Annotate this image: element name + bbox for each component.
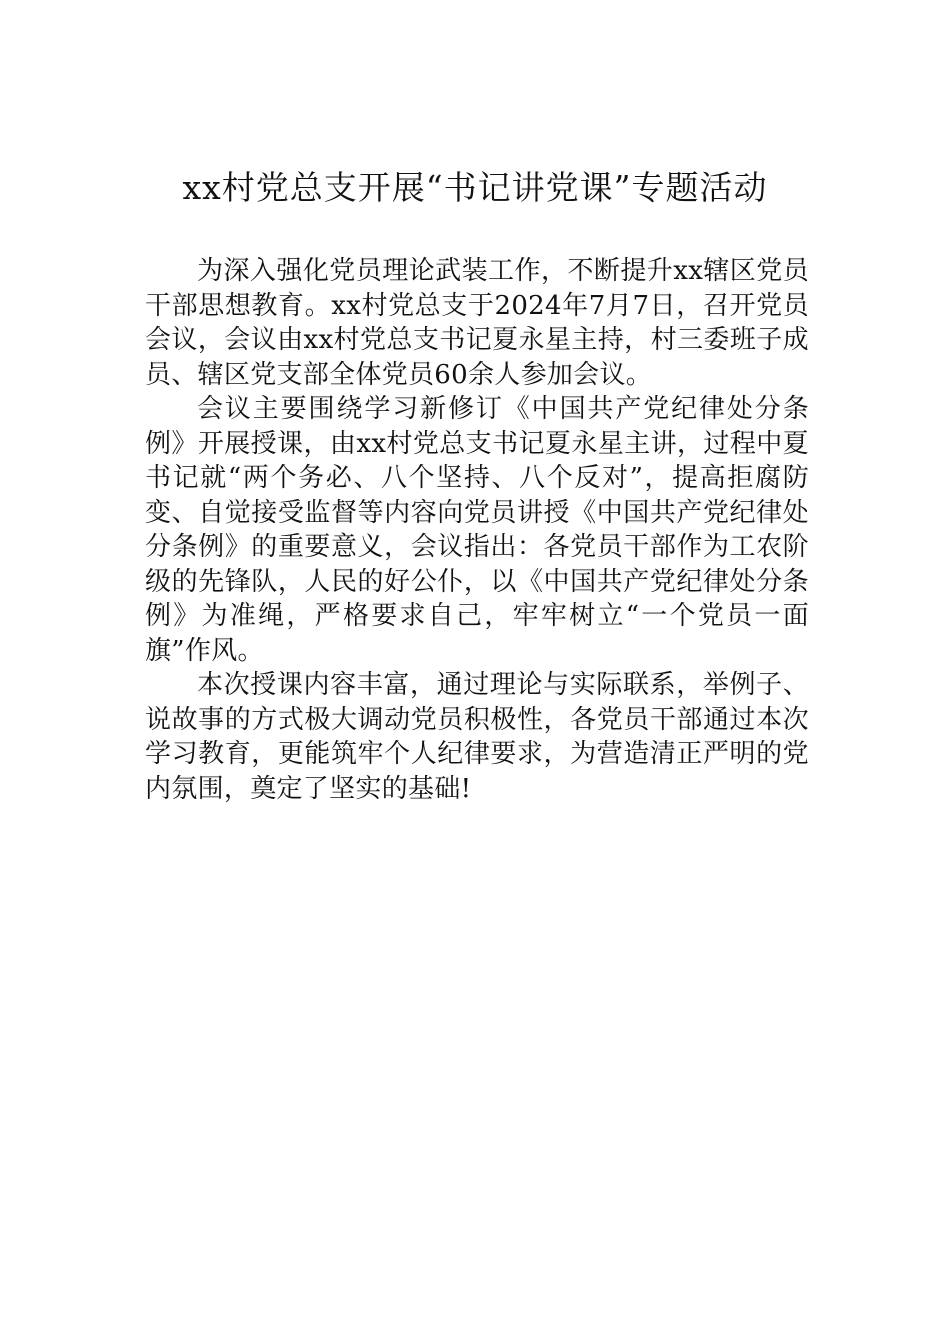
document-title: xx村党总支开展“书记讲党课”专题活动 (182, 168, 768, 207)
document-body (145, 254, 809, 806)
paragraph-meeting-intro: 为深入强化党员理论武装工作，不断提升xx辖区党员干部思想教育。xx村党总支于2024年7月7日，召开党员会议，会议由xx村党总支书记夏永星主持，村三委班子成员、辖区党支部全体党员60余人参加会议。 (145, 256, 809, 390)
paragraph-lecture-content: 会议主要围绕学习新修订《中国共产党纪律处分条例》开展授课，由xx村党总支书记夏永星主讲，过程中夏书记就“两个务必、八个坚持、八个反对”，提高拒腐防变、自觉接受监督等内容向党员讲授《中国共产党纪律处分条例》的重要意义，会议指出：各党员干部作为工农阶级的先锋队，人民的好公仆，以《中国共产党纪律处分条例》为准绳，严格要求自己，牢牢树立“一个党员一面旗”作风。 (145, 394, 809, 666)
paragraph-conclusion: 本次授课内容丰富，通过理论与实际联系，举例子、说故事的方式极大调动党员积极性，各党员干部通过本次学习教育，更能筑牢个人纪律要求，为营造清正严明的党内氛围，奠定了坚实的基础! (145, 670, 809, 804)
